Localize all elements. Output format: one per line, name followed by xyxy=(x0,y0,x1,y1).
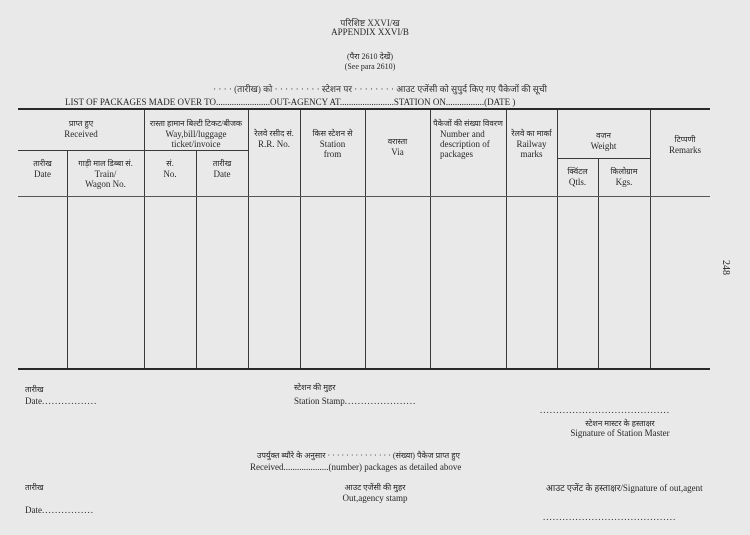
wb-date-hindi: तारीख xyxy=(212,159,232,168)
footer-date2-hindi: तारीख xyxy=(25,483,44,492)
rr-hindi: रेलवे रसीद सं. xyxy=(254,129,294,138)
header-via xyxy=(365,136,430,157)
received-hindi: प्राप्त हुए xyxy=(68,119,94,128)
remarks-hindi: टिप्पणी xyxy=(674,135,696,144)
col-divider xyxy=(598,158,599,368)
wb-date-label: Date xyxy=(213,169,231,179)
remarks-label: Remarks xyxy=(669,145,701,155)
packages-label: Number and description of packages xyxy=(440,129,490,159)
oa-stamp-hindi: आउट एजेंसी की मुहर xyxy=(344,483,406,492)
received-statement: Received....................(number) packages as detailed above xyxy=(250,462,462,472)
header-station xyxy=(300,128,365,159)
train-hindi: गाड़ी माल डिब्बा सं. xyxy=(78,159,133,168)
subheader-line xyxy=(144,150,248,151)
para-ref-hindi: (पैरा 2610 देखें) xyxy=(346,52,393,61)
kgs-label: Kgs. xyxy=(615,177,633,187)
station-stamp-hindi: स्टेशन की मुहर xyxy=(294,383,336,392)
header-bottom-line xyxy=(18,196,710,197)
table-top-border xyxy=(18,108,710,110)
footer-date-hindi: तारीख xyxy=(25,385,44,394)
station-stamp-label: Station Stamp xyxy=(294,396,345,406)
waybill-hindi: रास्ता हामान बिल्टी टिकट/बीजक xyxy=(149,119,243,128)
col-divider xyxy=(196,150,197,368)
via-label: Via xyxy=(391,147,404,157)
header-weight xyxy=(557,130,650,151)
appendix-hindi: परिशिष्ट XXVI/ख xyxy=(340,18,400,28)
oa-signature-line: ......................................... xyxy=(543,512,677,522)
header-qtls xyxy=(557,166,598,187)
weight-label: Weight xyxy=(590,141,617,151)
footer-date: Date................. xyxy=(25,396,98,406)
footer-date-label: Date xyxy=(25,396,42,406)
para-ref: (See para 2610) xyxy=(344,62,396,71)
page-number: 248 xyxy=(720,260,731,275)
station-label: Station from xyxy=(319,139,346,159)
rr-label: R.R. No. xyxy=(257,139,290,149)
packages-hindi: पैकेजों की संख्या विवरण xyxy=(433,119,503,128)
header-remarks xyxy=(650,134,720,155)
sm-signature: Signature of Station Master xyxy=(570,428,670,438)
marks-label: Railway marks xyxy=(516,139,547,159)
header-received xyxy=(18,118,144,139)
header-packages xyxy=(430,118,506,159)
received-label: Received xyxy=(64,129,98,139)
header-waybill xyxy=(144,118,248,149)
oa-stamp: Out,agency stamp xyxy=(342,493,408,503)
footer-date2: Date................ xyxy=(25,505,94,515)
header-marks xyxy=(506,128,557,159)
oa-signature: आउट एजेंट के हस्ताक्षर/Signature of out,agent xyxy=(546,483,703,493)
qtls-label: Qtls. xyxy=(568,177,587,187)
weight-hindi: वजन xyxy=(596,131,611,140)
marks-hindi: रेलवे का मार्का xyxy=(511,129,552,138)
no-hindi: सं. xyxy=(166,159,174,168)
header-date xyxy=(18,158,67,179)
sm-signature-line: ........................................ xyxy=(540,405,670,415)
no-label: No. xyxy=(163,169,177,179)
waybill-label: Way,bill/luggage ticket/invoice xyxy=(165,129,227,149)
train-label: Train/ Wagon No. xyxy=(85,169,126,189)
form-title: LIST OF PACKAGES MADE OVER TO........................OUT-AGENCY AT........................STATION ON.................(DATE ) xyxy=(65,97,516,107)
appendix-title: APPENDIX XXVI/B xyxy=(331,27,409,37)
received-statement-hindi: उपर्युक्त ब्यौरे के अनुसार · · · · · · · · · · · · · · (संख्या) पैकेज प्राप्त हुए xyxy=(257,451,460,460)
station-hindi: किस स्टेशन से xyxy=(312,129,353,138)
header-rr xyxy=(248,128,300,149)
form-title-hindi: · · · · (तारीख) को · · · · · · · · · स्टेशन पर · · · · · · · · आउट एजेंसी को सुपुर्द किए गए पैकेजों की सूची xyxy=(213,84,547,94)
via-hindi: वरास्ता xyxy=(387,137,408,146)
kgs-hindi: किलोग्राम xyxy=(610,167,638,176)
header-wb-date xyxy=(196,158,248,179)
subheader-line xyxy=(18,150,144,151)
table-bottom-border xyxy=(18,368,710,370)
station-stamp: Station Stamp...................... xyxy=(294,396,417,406)
date-label: Date xyxy=(34,169,51,179)
date-hindi: तारीख xyxy=(33,159,52,168)
footer-date2-label: Date xyxy=(25,505,42,515)
header-no xyxy=(144,158,196,179)
qtls-hindi: क्विंटल xyxy=(567,167,588,176)
header-train xyxy=(67,158,144,189)
subheader-line xyxy=(557,158,650,159)
header-kgs xyxy=(598,166,650,187)
sm-signature-hindi: स्टेशन मास्टर के हस्ताक्षर xyxy=(585,419,655,428)
